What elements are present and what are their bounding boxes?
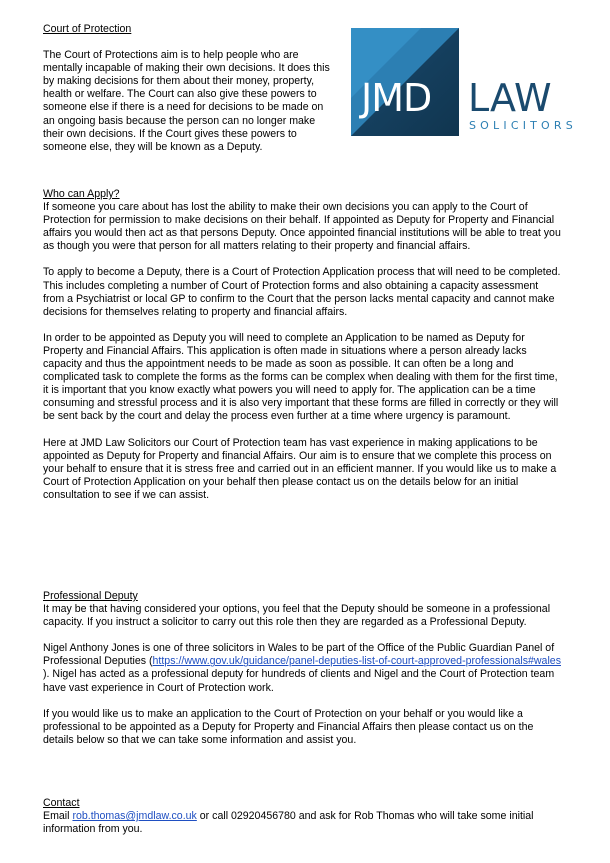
who-paragraph-3: In order to be appointed as Deputy you will need to complete an Application to be named as Deputy for Property and Financial Affairs. This application is often made in situations where a person already lacks capacity and thus the appointment needs to be made as soon as possible. It can often be a long and complicated task to complete the forms as the forms can be complex when dealing with them for the first time, it is important that you know exactly what powers you will need to apply for. The application can be a time consuming and stressful process and it is also very important that these forms are filled in correctly or they will be sent back by the court and delay the process even further at a time where urgency is paramount. — [43, 331, 559, 423]
panel-deputies-link[interactable]: https://www.gov.uk/guidance/panel-deputies-list-of-court-approved-professionals#wales — [152, 655, 561, 668]
professional-paragraph-2-text-b: ). Nigel has acted as a professional deputy for hundreds of clients and Nigel and the Court of Protection team have vast experience in Court of Protection work. — [43, 668, 555, 694]
professional-paragraph-3: If you would like us to make an application to the Court of Protection on your behalf or you would like a professional to be appointed as a Deputy for Property and Financial Affairs then please contact us on the details below so that we can take some information and assist you. — [43, 707, 534, 746]
page-title: Court of Protection — [43, 23, 132, 35]
contact-heading: Contact — [43, 797, 80, 809]
intro-column — [43, 23, 335, 154]
who-can-apply-section — [43, 188, 561, 502]
professional-deputy-heading: Professional Deputy — [43, 590, 138, 602]
contact-section — [43, 797, 561, 836]
logo-subtitle: SOLICITORS — [469, 119, 577, 132]
logo-mark — [351, 28, 459, 136]
contact-email-link[interactable]: rob.thomas@jmdlaw.co.uk — [72, 810, 197, 823]
logo-mark-text: JMD — [361, 76, 432, 120]
contact-text-b: or call 02920456780 and ask for Rob Thomas who will take some initial information from you. — [43, 810, 534, 836]
professional-paragraph-1: It may be that having considered your options, you feel that the Deputy should be someone in a professional capacity. If you instruct a solicitor to carry out this role then they are regarded as a Professional Deputy. — [43, 603, 551, 629]
who-paragraph-2: To apply to become a Deputy, there is a Court of Protection Application process that will need to be completed. This includes completing a number of Court of Protection forms and also obtaining a capacity assessment from a Psychiatrist or local GP to confirm to the Court that the person lacks mental capacity and cannot make decisions for themselves relating to property and financial affairs. — [43, 266, 561, 318]
contact-text-a: Email — [43, 810, 73, 823]
intro-paragraph: The Court of Protections aim is to help people who are mentally incapable of making their own decisions. It does this by making decisions for them about their money, property, health or welfare. The Court can also give these powers to someone else if there is a need for decisions to be made on an ongoing basis because the person can no longer make their own decisions. If the Court gives these powers to someone else, they will be known as a Deputy. — [43, 49, 330, 153]
jmd-law-logo — [351, 28, 589, 136]
logo-wordmark: LAW — [468, 76, 552, 120]
contact-paragraph — [43, 810, 561, 836]
professional-paragraph-2 — [43, 642, 561, 694]
who-paragraph-1: If someone you care about has lost the ability to make their own decisions you can apply to the Court of Protection for permission to make decisions on their behalf. If appointed as Deputy for Property and Financial affairs you would then act as that persons Deputy. Once appointed financial institutions will be able to treat you as though you were that person for all matters relating to their property and financial affairs. — [43, 201, 561, 253]
who-paragraph-4: Here at JMD Law Solicitors our Court of Protection team has vast experience in making applications to be appointed as Deputy for Property and financial Affairs. Our aim is to ensure that we complete this process on your behalf to ensure that it is stress free and carried out in an efficient manner. If you would like us to make a Court of Protection Application on your behalf then please contact us on the details below for an initial consultation to see if we can assist. — [43, 436, 557, 501]
who-can-apply-heading: Who can Apply? — [43, 188, 120, 200]
professional-paragraph-2-text-a: Nigel Anthony Jones is one of three solicitors in Wales to be part of the Office of the Public Guardian Panel of Professional Deputies ( — [43, 642, 555, 668]
professional-deputy-section — [43, 590, 561, 747]
